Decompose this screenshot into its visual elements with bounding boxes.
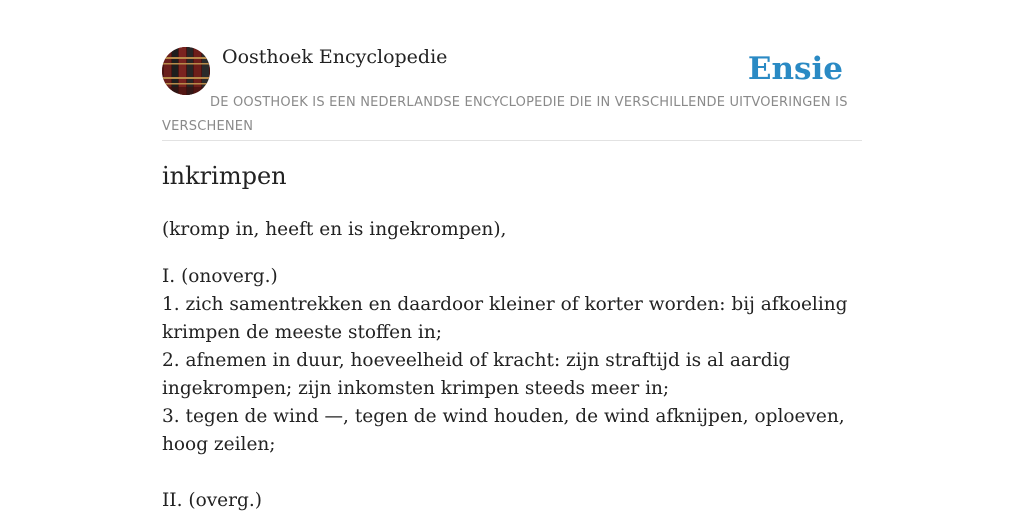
site-header bbox=[162, 0, 862, 141]
page-container bbox=[162, 0, 862, 511]
source-title-link[interactable]: Oosthoek Encyclopedie bbox=[222, 46, 448, 68]
sense-item: 3. tegen de wind —, tegen de wind houden, de wind afknijpen, oploeven, hoog zeilen; bbox=[162, 406, 845, 455]
sense-item: 2. afnemen in duur, hoeveelheid of kracht: zijn straftijd is al aardig ingekrompen; zijn inkomsten krimpen steeds meer in; bbox=[162, 350, 791, 399]
sense-item: 1. zich samentrekken en daardoor kleiner of korter worden: bij afkoeling krimpen de meeste stoffen in; bbox=[162, 294, 848, 343]
ensie-logo-link[interactable]: Ensie bbox=[747, 51, 843, 87]
entry-forms: (kromp in, heeft en is ingekrompen), bbox=[162, 219, 507, 240]
sense-group-label: II. (overg.) bbox=[162, 490, 262, 511]
sense-group bbox=[162, 263, 862, 459]
source-tagline: DE OOSTHOEK IS EEN NEDERLANDSE ENCYCLOPEDIE DIE IN VERSCHILLENDE UITVOERINGEN IS VERSCHENEN bbox=[162, 95, 848, 134]
entry-body bbox=[162, 216, 862, 512]
source-avatar[interactable] bbox=[162, 47, 210, 95]
entry-headword: inkrimpen bbox=[162, 162, 287, 190]
encyclopedia-books-icon bbox=[162, 47, 210, 95]
sense-group-label: I. (onoverg.) bbox=[162, 266, 278, 287]
sense-group bbox=[162, 487, 862, 512]
